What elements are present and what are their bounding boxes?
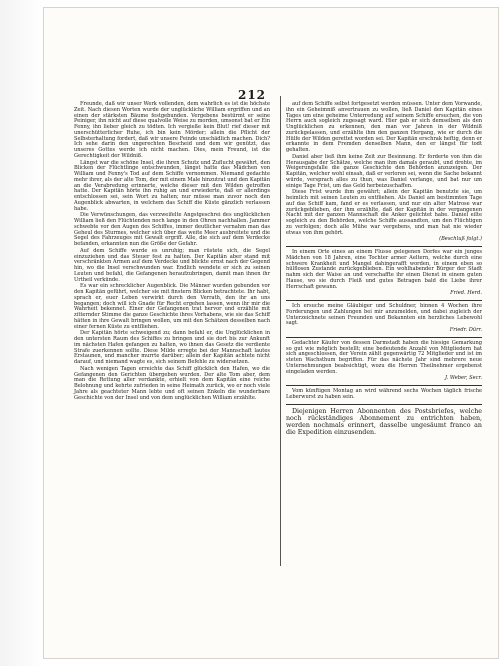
divider (286, 300, 482, 301)
divider (286, 246, 482, 247)
paragraph: Der Kapitän hörte schweigend zu; dann befahl er, die Unglücklichen in den untersten Raum des Schiffes zu bringen und sie dort bis zur Ankunft im nächsten Hafen gefangen zu halten, wo ihnen das Gesetz die verdiente Strafe zuerkennen sollte. Diese Milde erregte bei der Mannschaft lautes Erstaunen, und mancher murrte darüber; allein der Kapitän achtete nicht darauf, und niemand wagte es, sich seinem Befehle zu widersetzen. (74, 330, 270, 365)
right-column (286, 102, 482, 437)
paragraph: Die Verwünschungen, das verzweifelte Angstgeschrei des unglücklichen William ließ den Flüchtenden noch lange in den Ohren nachhallen. Jammer schwebte vor den Augen des Schiffes, immer deutlicher vernahm man das Geheul des Sturmes, welcher sich über das weite Meer ausbreitete und die Segel des Fahrzeuges mit Gewalt ergriff. Alle, die sich auf dem Verdecke befanden, erkannten nun die Größe der Gefahr. (74, 212, 270, 247)
divider (286, 385, 482, 386)
paragraph: Längst war die schöne Insel, die ihren Schutz und Zuflucht gewährt, den Blicken der Flüchtlinge entschwunden, längst hatte das Mädchen von William und Fenny's Tod auf dem Schiffe vernommen. Niemand gedachte mehr ihrer, als der alte Tom, der mit einem Male hinzutrat und den Kapitän an die Verabredung erinnerte, welche dieser mit den Wilden getroffen hatte. Der Kapitän hörte ihn ruhig an und erwiederte, daß er allerdings entschlossen sei, sein Wort zu halten; nur müsse man zuvor noch den Augenblick abwarten, in welchem das Schiff die Küste gänzlich verlassen habe. (74, 159, 270, 212)
notice: Vom künftigen Montag an wird während sechs Wochen täglich frische Leberwurst zu haben sein. (286, 388, 482, 400)
signature: Friedr. Dürr. (449, 327, 482, 333)
signature: J. Weber, Secr. (445, 375, 482, 382)
divider (286, 337, 482, 338)
paragraph: Nach wenigen Tagen erreichte das Schiff glücklich den Hafen, wo die Gefangenen den Gerichten übergeben wurden. Der alte Tom aber, dem man die Rettung aller verdankte, erhielt von dem Kapitän eine reiche Belohnung und kehrte zufrieden in seine Heimath zurück, wo er noch viele Jahre als geachteter Mann lebte und oft seinen Enkeln die wunderbare Geschichte von der Insel und von dem unglücklichen William erzählte. (74, 365, 270, 401)
notice: Ich ersuche meine Gläubiger und Schuldner, binnen 4 Wochen ihre Forderungen und Zahlungen bei mir anzumelden, und dabei zugleich der Unterzeichnete seinen Freunden und Bekannten ein herzliches Lebewohl sagt. (286, 303, 482, 327)
signature: (Beschluß folgt.) (439, 236, 482, 243)
left-column (74, 102, 270, 402)
signature: Fried. Herd. (450, 290, 482, 297)
notice: Gedachter Käufer von dessen Darmstadt haben die hiesige Gemarkung so gut wie möglich bestellt; eine bedeutende Anzahl von Mitgliedern hat sich angeschlossen, der Verein zählt gegenwärtig 72 Mitglieder und ist im steten Wachsthum begriffen. Für das nächste Jahr sind mehrere neue Unternehmungen beabsichtigt, wozu die Herren Theilnehmer ergebenst eingeladen werden. (286, 339, 482, 375)
paragraph: Daniel aber ließ ihm keine Zeit zur Besinnung. Er forderte von ihm die Herausgabe der Schätze, welche man ihm damals geraubt, und drohte, im Weigerungsfalle die ganze Geschichte den Behörden anzuzeigen. Der Kapitän, welcher wohl einsah, daß er verloren sei, wenn die Sache bekannt würde, versprach alles zu thun, was Daniel verlange, und bat nur um einige Tage Frist, um das Geld herbeizuschaffen. (286, 153, 482, 189)
page-number: 212 (237, 88, 267, 102)
paragraph: Auf dem Schiffe wurde es unruhig; man rüstete sich, die Segel einzuziehen und das Steuer fest zu halten. Der Kapitän aber stand mit verschränkten Armen auf dem Verdecke und blickte ernst nach der Gegend hin, wo die Insel verschwunden war. Endlich wendete er sich zu seinen Leuten und befahl, die Gefangenen heraufzubringen, damit man ihnen ihr Urtheil verkünde. (74, 247, 270, 283)
paragraph: Es war ein schrecklicher Augenblick. Die Männer wurden gebunden vor den Kapitän geführt, welcher sie mit finstern Blicken betrachtete. Ihr habt, sprach er, euer Leben verwirkt durch den Verrath, den ihr an uns begangen; doch will ich Gnade für Recht ergehen lassen, wenn ihr mir die Wahrheit bekennet. Einer der Gefangenen trat hervor und erzählte mit zitternder Stimme die ganze Geschichte ihres Vorhabens, wie sie das Schiff hätten in ihre Gewalt bringen wollen, um mit den Schätzen desselben nach einer fernen Küste zu entfliehen. (74, 283, 270, 330)
notice: In einem Orte eines an einem Flusse gelegenen Dorfes war ein junges Mädchen von 18 Jahren, eine Tochter armer Aeltern, welche durch eine schwere Krankheit und Mangel dahingerafft worden, in einem eben so hülflosen Zustande zurückgeblieben. Ein wohlhabender Bürger der Stadt nahm sich der Waise an und verschaffte ihr einen Dienst in einem guten Hause, wo sie durch Fleiß und gutes Betragen bald die Liebe ihrer Herrschaft gewann. (286, 249, 482, 290)
column-divider (280, 96, 281, 566)
paragraph: Diese Frist wurde ihm gewährt; allein der Kapitän benutzte sie, um heimlich mit seinen Leuten zu entfliehen. Als Daniel am bestimmten Tage auf das Schiff kam, fand er es verlassen, und nur ein alter Matrose war zurückgeblieben, der ihm erzählte, daß der Kapitän in der vergangenen Nacht mit der ganzen Mannschaft die Anker gelichtet habe. Daniel eilte sogleich zu den Behörden, welche Schiffe aussandten, um den Flüchtigen zu verfolgen; doch alle Mühe war vergebens, und man hat nie wieder etwas von ihm gehört. (286, 189, 482, 236)
notice-large: Diejenigen Herren Abonnenten des Postsbriefes, welche noch rückständiges Abonnement zu entrichten haben, werden nochmals erinnert, dasselbe ungesäumt franco an die Expedition einzusenden. (286, 407, 482, 436)
paragraph: Freunde, daß wir unser Werk vollenden, dem wahrlich es ist die höchste Zeit. Nach diesen Worten wurde der unglückliche William ergriffen und an einen der stärksten Bäume festgebunden. Vergebens bestürmt er seine Peiniger, ihn nicht auf diese qualvolle Weise zu morden, umsonst bat er Ein Fenny, ihn lieber gleich zu tödten. Ich vergieße kein Blut! rief dieser mit unerschütterlicher Ruhe, ich bin kein Mörder; allein die Pflicht der Selbsterhaltung fordert, daß wir unsere Feinde unschädlich machen. Dich? Ich sehe darin den ungerechten Bescheid und dem wir genützt, das unseres Gottes werde ich nicht machen. Dies, mein Freund, ist die Gerechtigkeit der Wildniß. (74, 101, 270, 159)
paragraph: auf dem Schiffe selbst fortgesetzt werden müssen. Unter dem Vorwande, ihn ein Geheimniß anvertrauen zu wollen, ließ Daniel den Kapitän eines Tages um eine geheime Unterredung auf seinem Schiffe ersuchen, die von Herrn auch sogleich zugesagt ward. Hier gab er sich demselben als den Unglücklichen zu erkennen, den man vor Jahren in der Wildniß zurückgelassen, und erzählte ihm den ganzen Hergang, wie er durch die Hülfe der Wilden gerettet worden sei. Der Kapitän erschrak heftig, denn er erkannte in dem Fremden denselben Mann, den er längst für todt gehalten. (286, 101, 482, 153)
divider (286, 404, 482, 405)
